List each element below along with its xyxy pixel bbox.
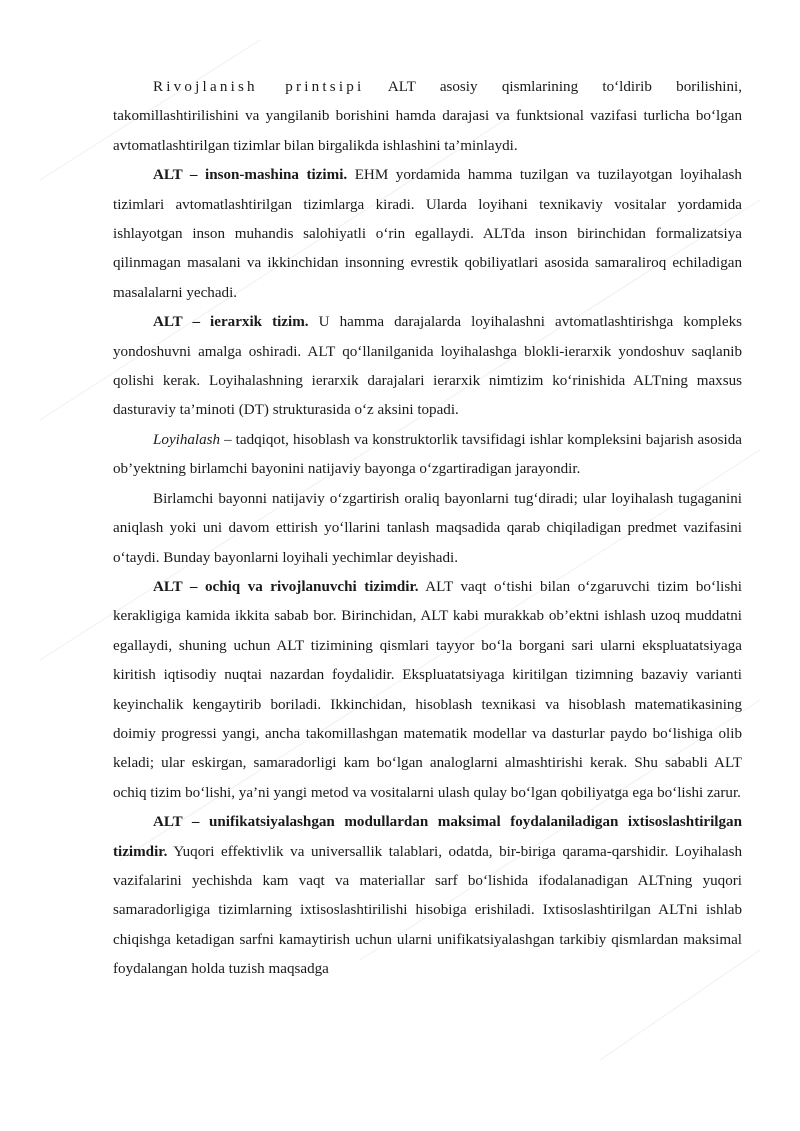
paragraph-unifikatsiya [113,808,742,984]
paragraph-rivojlanish [113,73,742,161]
paragraph-heading: ALT – ierarxik tizim. [153,314,309,331]
paragraph-term: Loyihalash [153,431,221,448]
paragraph-inson-mashina [113,161,742,308]
paragraph-text: U hamma darajalarda loyihalashni avtomatlashtirishga kompleks yondoshuvni amalga oshiradi. ALT qo‘llanilganida loyihalashga blokli-ierarxik yondoshuv saqlanib qolishi kerak. Loyihalashning ierarxik darajalari ierarxik nimtizim ko‘rinishida ALTning maxsus dasturaviy ta’minoti (DT) strukturasida o‘z aksini topadi. [113,314,742,419]
paragraph-text: Birlamchi bayonni natijaviy o‘zgartirish oraliq bayonlarni tug‘diradi; ular loyihalash tugaganini aniqlash yoki uni davom ettirish yo‘llarini tanlash maqsadida qarab chiqiladigan predmet vazifasini o‘taydi. Bunday bayonlarni loyihali yechimlar deyishadi. [113,490,742,566]
paragraph-text: – tadqiqot, hisoblash va konstruktorlik tavsifidagi ishlar kompleksini bajarish asosida ob’yektning birlamchi bayonini natijaviy bayonga o‘zgartiradigan jarayondir. [113,431,742,478]
paragraph-text: EHM yordamida hamma tuzilgan va tuzilayotgan loyihalash tizimlari avtomatlashtirilgan tizimlarga kiradi. Ularda loyihani texnikaviy vositalar yordamida ishlayotgan inson muhandis salohiyatli o‘rin egallaydi. ALTda inson birinchidan formalizatsiya qilinmagan masalani va ikkinchidan insonning evrestik qobiliyatlari asosida samaraliroq echiladigan masalalarni yechadi. [113,167,742,301]
paragraph-lead: Rivojlanish printsipi [153,79,365,95]
paragraph-text: Yuqori effektivlik va universallik talablari, odatda, bir-biriga qarama-qarshidir. Loyihalash vazifalarini yechishda kam vaqt va materiallar sarf bo‘lishida ifodalanadigan ALTning yuqori samaradorligiga tizimlarning ixtisoslashtirilishi hisobiga erishiladi. Ixtisoslashtirilgan ALTni ishlab chiqishga ketadigan sarfni kamaytirish uchun ularni unifikatsiyalashgan tarkibiy qismlardan maksimal foydalangan holda tuzish maqsadga [113,843,742,978]
paragraph-heading: ALT – inson-mashina tizimi. [153,167,348,184]
paragraph-birlamchi-bayon [113,485,742,573]
paragraph-ierarxik [113,308,742,426]
paragraph-heading: ALT – ochiq va rivojlanuvchi tizimdir. [153,578,419,595]
paragraph-text: ALT asosiy qismlarining to‘ldirib borilishini, takomillashtirilishini va yangilanib borishini hamda darajasi va funktsional vazifasi turlicha bo‘lgan avtomatlashtirilgan tizimlar bilan birgalikda ishlashini ta’minlaydi. [113,79,742,154]
paragraph-heading: ALT – unifikatsiyalashgan modullardan maksimal foydalaniladigan ixtisoslashtirilgan tizimdir. [113,814,742,860]
paragraph-loyihalash-definition [113,426,742,485]
paragraph-text: ALT vaqt o‘tishi bilan o‘zgaruvchi tizim bo‘lishi kerakligiga kamida ikkita sabab bor. Birinchidan, ALT kabi murakkab ob’ektni ishlash uzoq muddatni egallaydi, shuning uchun ALT tizimining qismlari tayyor bo‘la borgani sari ularni ekspluatatsiyaga kiritish iqtisodiy nuqtai nazardan foydalidir. Ekspluatatsiyaga kiritilgan tizimning bazaviy varianti keyinchalik kengaytirib boriladi. Ikkinchidan, hisoblash texnikasi va hisoblash matematikasining doimiy progressi yangi, ancha takomillashgan matematik modellar va dasturlar paydo bo‘lishiga olib keladi; ular eskirgan, samaradorligi kam bo‘lgan analoglarni almashtirishi kerak. Shu sababli ALT ochiq tizim bo‘lishi, ya’ni yangi metod va vositalarni ulash qulay bo‘lgan qobiliyatga ega bo‘lishi zarur. [113,578,742,801]
paragraph-ochiq-tizim [113,573,742,808]
